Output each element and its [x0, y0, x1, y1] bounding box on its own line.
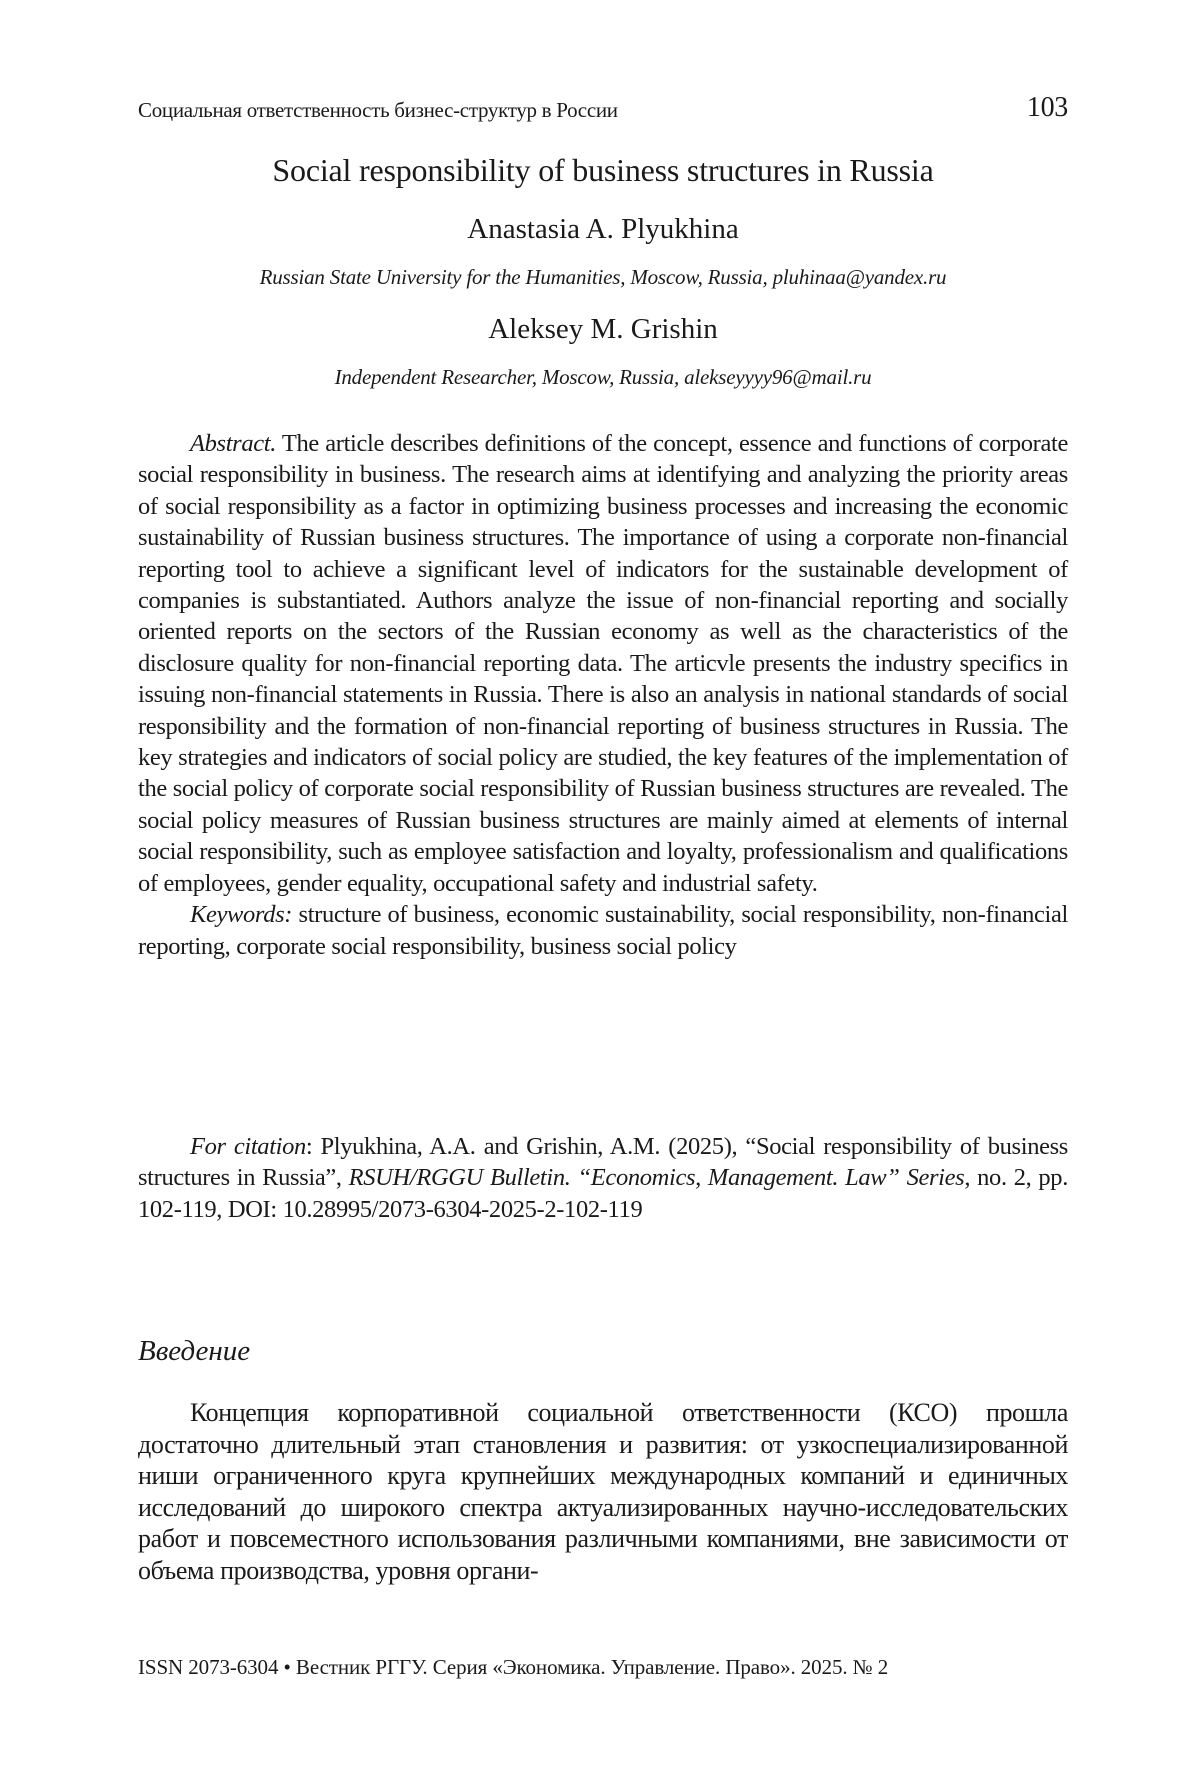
abstract-text: The article describes definitions of the concept, essence and functions of corporate social responsibility in business. The research aims at identifying and analyzing the priority areas of social responsibility as a factor in optimizing business processes and increasing the economic sustainability of Russian business structures. The importance of using a corporate non-financial reporting tool to achieve a significant level of indicators for the sustainable development of companies is substantiated. Authors analyze the issue of non-financial reporting and socially oriented reports on the sectors of the Russian economy as well as the characteristics of the disclosure quality for non-financial reporting data. The articvle presents the industry specifics in issuing non-financial statements in Russia. There is also an analysis in national standards of social responsibility and the formation of non-financial reporting of business structures in Russia. The key strategies and indicators of social policy are studied, the key features of the implementation of the social policy of corporate social responsibility of Russian business structures are revealed. The social policy measures of Russian business structures are mainly aimed at elements of internal social responsibility, such as employee satisfaction and loyalty, professionalism and qualifications of employees, gender equality, occupational safety and industrial safety.	[138, 430, 1068, 897]
citation-section	[138, 1131, 1068, 1225]
section-heading-introduction: Введение	[138, 1335, 251, 1367]
citation-text-1: : Plyukhina, A.A. and Grishin, A.M. (2025), “Social responsibility of business structures in Russia”,	[138, 1133, 1068, 1192]
citation-paragraph	[138, 1131, 1068, 1225]
page-footer: ISSN 2073-6304 • Вестник РГГУ. Серия «Экономика. Управление. Право». 2025. № 2	[138, 1655, 889, 1679]
citation-text-2: , no. 2, pp. 102-119, DOI: 10.28995/2073-6304-2025-2-102-119	[138, 1164, 1068, 1223]
running-head	[138, 92, 1068, 123]
author-affiliation-2: Independent Researcher, Moscow, Russia, alekseyyyy96@mail.ru	[334, 365, 872, 389]
page-number: 103	[1026, 92, 1068, 123]
article-title: Social responsibility of business structures in Russia	[272, 152, 934, 188]
author-name-2: Aleksey M. Grishin	[488, 313, 718, 345]
abstract-label: Abstract.	[190, 430, 276, 457]
abstract-paragraph	[138, 428, 1068, 899]
author-affiliation-1: Russian State University for the Humanities, Moscow, Russia, pluhinaa@yandex.ru	[259, 265, 947, 289]
citation-label: For citation	[190, 1133, 306, 1160]
running-head-title: Социальная ответственность бизнес-структур в России	[138, 98, 618, 122]
introduction-paragraph: Концепция корпоративной социальной ответственности (КСО) прошла достаточно длительный этап становления и развития: от узкоспециализированной ниши ограниченного круга крупнейших международных компаний и единичных исследований до широкого спектра актуализированных научно-исследовательских работ и повсеместного использования различными компаниями, вне зависимости от объема производства, уровня органи-	[138, 1398, 1068, 1585]
keywords-paragraph	[138, 899, 1068, 962]
citation-journal: RSUH/RGGU Bulletin. “Economics, Management. Law” Series	[348, 1164, 965, 1192]
keywords-text: structure of business, economic sustainability, social responsibility, non-financial reporting, corporate social responsibility, business social policy	[138, 901, 1068, 960]
introduction-body	[138, 1397, 1068, 1587]
author-name-1: Anastasia A. Plyukhina	[467, 213, 739, 245]
abstract-section	[138, 428, 1068, 962]
keywords-label: Keywords:	[190, 901, 293, 929]
